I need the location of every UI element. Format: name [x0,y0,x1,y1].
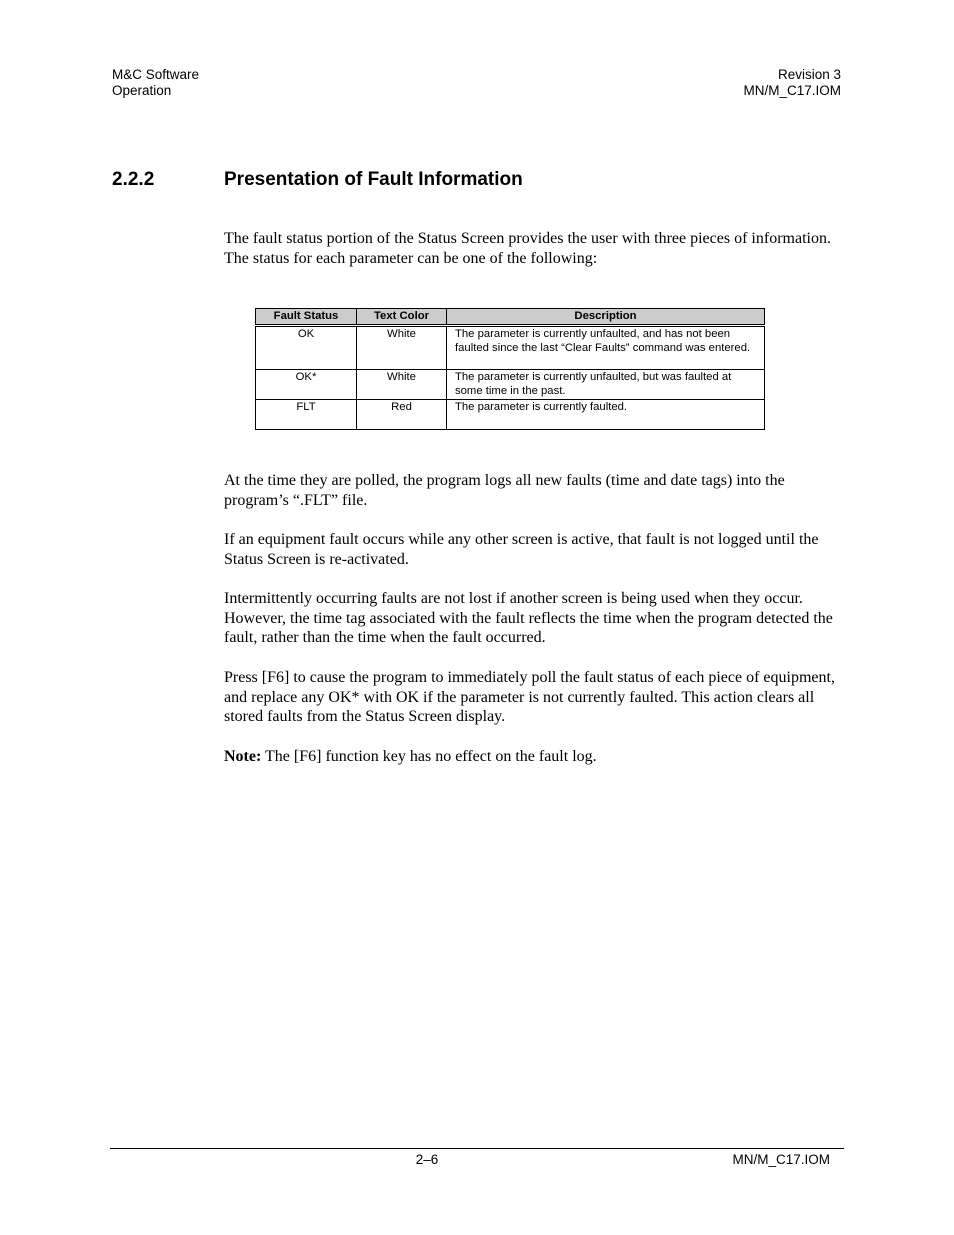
section-number: 2.2.2 [112,169,155,190]
fault-status-table [255,308,765,430]
table-cell-status: OK* [256,369,357,399]
note-label: Note: [224,748,262,765]
footer-doc-id: MN/M_C17.IOM [732,1152,830,1167]
table-cell-color: White [357,325,447,369]
body-paragraph [224,471,844,510]
table-cell-description: The parameter is currently unfaulted, but was faulted at some time in the past. [447,369,765,399]
page-header-right [743,67,841,99]
table-cell-description: The parameter is currently faulted. [447,399,765,429]
header-chapter: Operation [112,83,172,98]
header-doc-title: M&C Software [112,67,200,82]
header-revision: Revision 3 [777,67,841,82]
table-cell-description: The parameter is currently unfaulted, and has not been faulted since the last “Clear Faults” command was entered. [447,325,765,369]
table-header-text-color: Text Color [357,309,447,326]
body-paragraph [224,668,844,727]
table-row [256,399,765,429]
body-paragraph [224,589,844,648]
header-doc-id: MN/M_C17.IOM [743,83,841,98]
footer-divider [110,1148,844,1149]
paragraph-text: Press [F6] to cause the program to immediately poll the fault status of each piece of equipment, and replace any OK* with OK if the parameter is not currently faulted. This action clears all stored faults from the Status Screen display. [224,669,835,726]
table-cell-status: OK [256,325,357,369]
table-header-description: Description [447,309,765,326]
table-row [256,369,765,399]
body-paragraph [224,530,844,569]
paragraph-text: At the time they are polled, the program logs all new faults (time and date tags) into the program’s “.FLT” file. [224,472,785,509]
paragraph-text: If an equipment fault occurs while any other screen is active, that fault is not logged until the Status Screen is re-activated. [224,531,819,568]
table-cell-status: FLT [256,399,357,429]
section-title: Presentation of Fault Information [224,169,523,190]
note-paragraph [224,747,844,767]
table-header-row [256,309,765,326]
footer-page-number: 2–6 [415,1152,439,1167]
table-cell-color: White [357,369,447,399]
table-row [256,325,765,369]
intro-text: The fault status portion of the Status Screen provides the user with three pieces of information. The status for each parameter can be one of the following: [224,230,831,267]
note-text: The [F6] function key has no effect on the fault log. [261,748,597,765]
table-cell-color: Red [357,399,447,429]
table-header-fault-status: Fault Status [256,309,357,326]
section-heading [112,168,523,192]
page-header-left [112,67,199,99]
intro-paragraph [224,229,844,268]
paragraph-text: Intermittently occurring faults are not lost if another screen is being used when they occur. However, the time tag associated with the fault reflects the time when the program detected the fault, rather than the time when the fault occurred. [224,590,833,647]
